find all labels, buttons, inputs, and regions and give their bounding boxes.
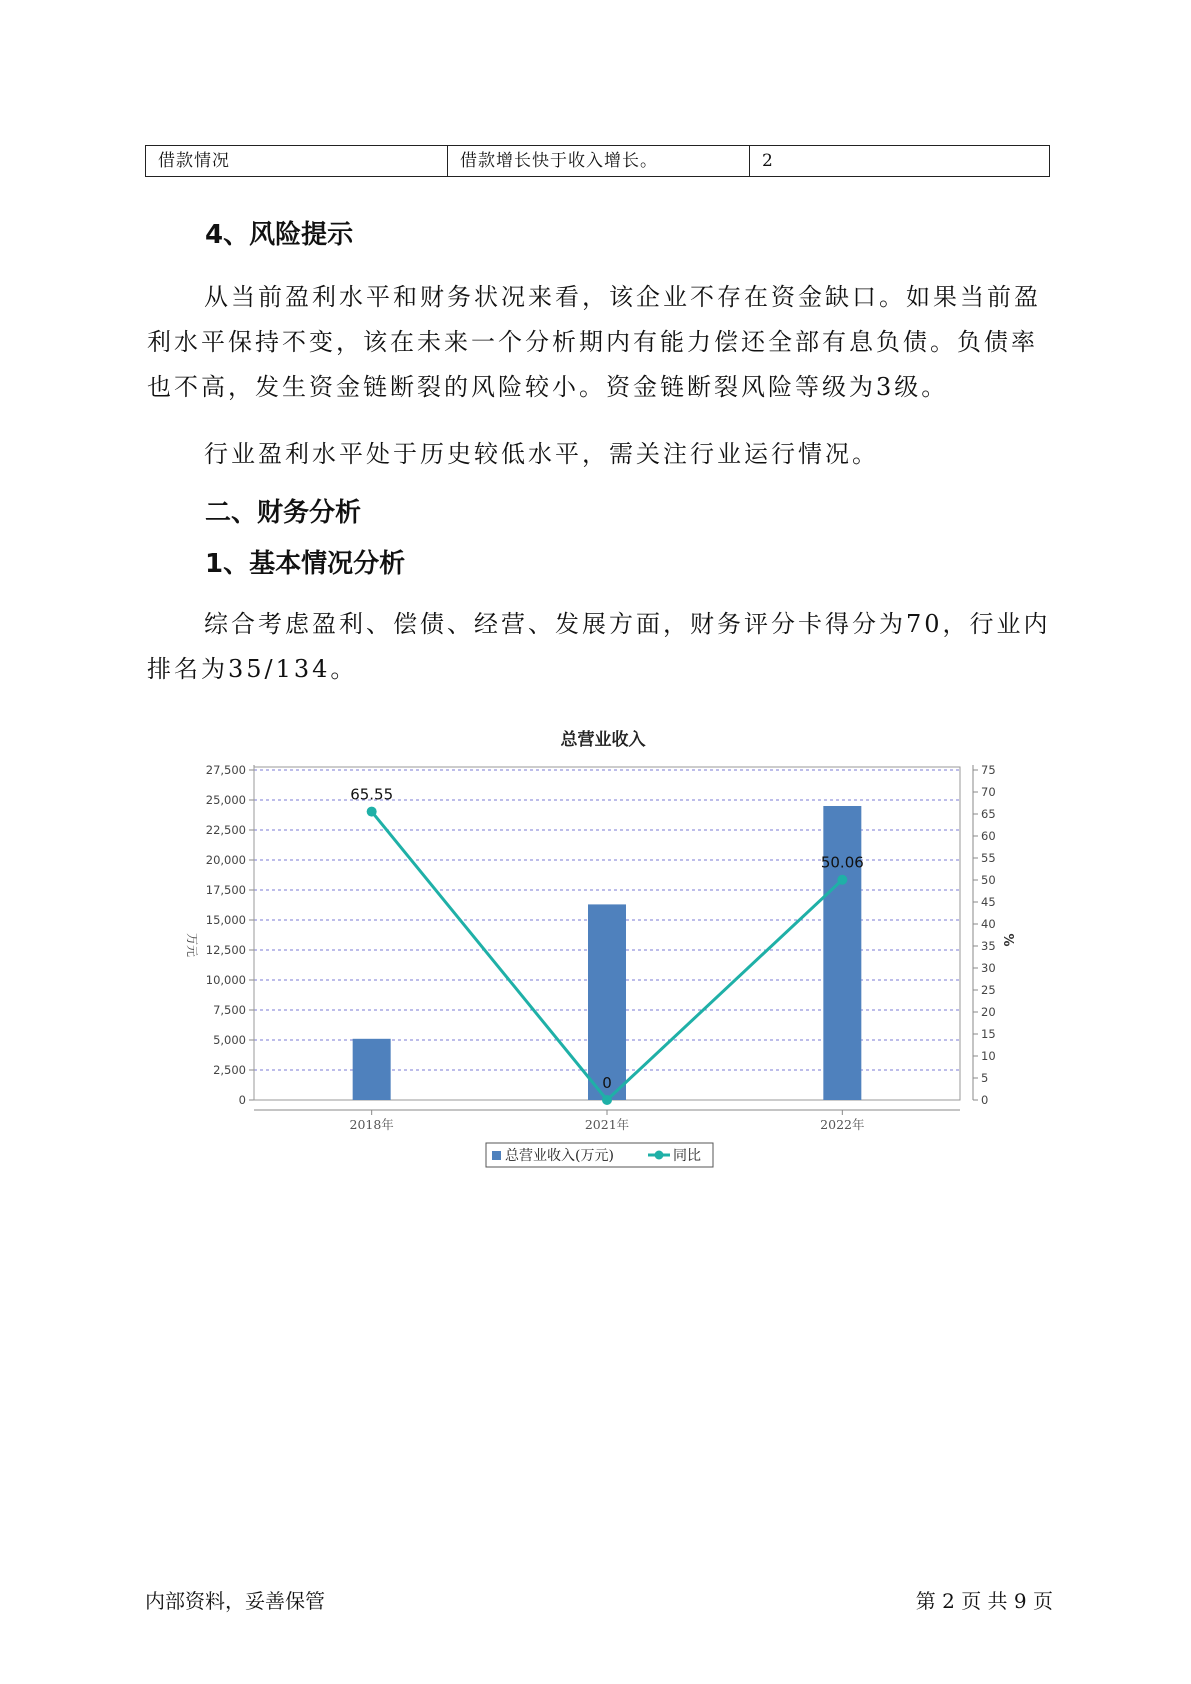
y-tick-label: 10,000 bbox=[205, 973, 246, 987]
y-tick-label: 22,500 bbox=[205, 823, 246, 837]
legend-bar-label: 总营业收入(万元) bbox=[505, 1148, 614, 1164]
y-axis-title: 万元 bbox=[185, 932, 199, 958]
footer-page-number: 第 2 页 共 9 页 bbox=[915, 1589, 1053, 1613]
y2-tick-label: 25 bbox=[981, 983, 996, 997]
table-cell-indicator: 借款情况 bbox=[146, 146, 448, 176]
y-tick-label: 17,500 bbox=[205, 883, 246, 897]
y-tick-label: 12,500 bbox=[205, 943, 246, 957]
y-tick-label: 7,500 bbox=[213, 1003, 246, 1017]
yoy-data-label: 50.06 bbox=[820, 853, 864, 872]
y2-tick-label: 55 bbox=[981, 851, 996, 865]
y-tick-label: 15,000 bbox=[205, 913, 246, 927]
table-cell-description: 借款增长快于收入增长。 bbox=[448, 146, 750, 176]
y2-tick-label: 5 bbox=[981, 1071, 989, 1085]
y2-tick-label: 70 bbox=[981, 785, 996, 799]
revenue-bar bbox=[823, 806, 861, 1100]
chart-title: 总营业收入 bbox=[560, 730, 646, 750]
basic-paragraph: 综合考虑盈利、偿债、经营、发展方面，财务评分卡得分为70，行业内排名为35/134。 bbox=[147, 610, 1051, 683]
y-tick-label: 0 bbox=[238, 1093, 246, 1107]
finance-heading: 二、财务分析 bbox=[205, 498, 362, 528]
y2-tick-label: 15 bbox=[981, 1027, 996, 1041]
yoy-point bbox=[602, 1095, 612, 1105]
y2-tick-label: 30 bbox=[981, 961, 996, 975]
y2-tick-label: 65 bbox=[981, 807, 996, 821]
y2-tick-label: 75 bbox=[981, 763, 996, 777]
risk-heading: 4、风险提示 bbox=[205, 220, 354, 250]
y-tick-label: 25,000 bbox=[205, 793, 246, 807]
y2-tick-label: 45 bbox=[981, 895, 996, 909]
y2-tick-label: 35 bbox=[981, 939, 996, 953]
legend-bar-swatch bbox=[492, 1151, 501, 1160]
yoy-data-label: 0 bbox=[602, 1074, 612, 1092]
y2-tick-label: 10 bbox=[981, 1049, 996, 1063]
table-cell-score: 2 bbox=[762, 151, 774, 171]
risk-paragraph-1: 从当前盈利水平和财务状况来看，该企业不存在资金缺口。如果当前盈利水平保持不变，该在未来一个分析期内有能力偿还全部有息负债。负债率也不高，发生资金链断裂的风险较小。资金链断裂风险等级为3级。 bbox=[147, 283, 1041, 401]
yoy-point bbox=[367, 807, 377, 817]
revenue-chart bbox=[170, 715, 1040, 1185]
x-tick-label: 2018年 bbox=[349, 1117, 394, 1132]
basic-heading: 1、基本情况分析 bbox=[205, 549, 406, 579]
y-tick-label: 2,500 bbox=[213, 1063, 246, 1077]
y2-tick-label: 0 bbox=[981, 1093, 989, 1107]
y2-tick-label: 20 bbox=[981, 1005, 996, 1019]
legend-line-label: 同比 bbox=[673, 1148, 701, 1164]
x-tick-label: 2022年 bbox=[820, 1117, 865, 1132]
y-tick-label: 5,000 bbox=[213, 1033, 246, 1047]
footer-confidential: 内部资料，妥善保管 bbox=[145, 1589, 325, 1613]
revenue-bar bbox=[353, 1039, 391, 1100]
y2-axis-title: % bbox=[1000, 933, 1015, 947]
yoy-data-label: 65.55 bbox=[350, 785, 394, 804]
legend-line-marker bbox=[655, 1151, 664, 1160]
x-tick-label: 2021年 bbox=[584, 1117, 630, 1132]
y-tick-label: 20,000 bbox=[205, 853, 246, 867]
y2-tick-label: 50 bbox=[981, 873, 996, 887]
risk-paragraph-2: 行业盈利水平处于历史较低水平，需关注行业运行情况。 bbox=[204, 440, 879, 468]
y-tick-label: 27,500 bbox=[205, 763, 246, 777]
y2-tick-label: 40 bbox=[981, 917, 996, 931]
loan-table-row bbox=[145, 145, 1050, 177]
yoy-point bbox=[837, 875, 847, 885]
y2-tick-label: 60 bbox=[981, 829, 996, 843]
revenue-bar bbox=[588, 904, 626, 1100]
